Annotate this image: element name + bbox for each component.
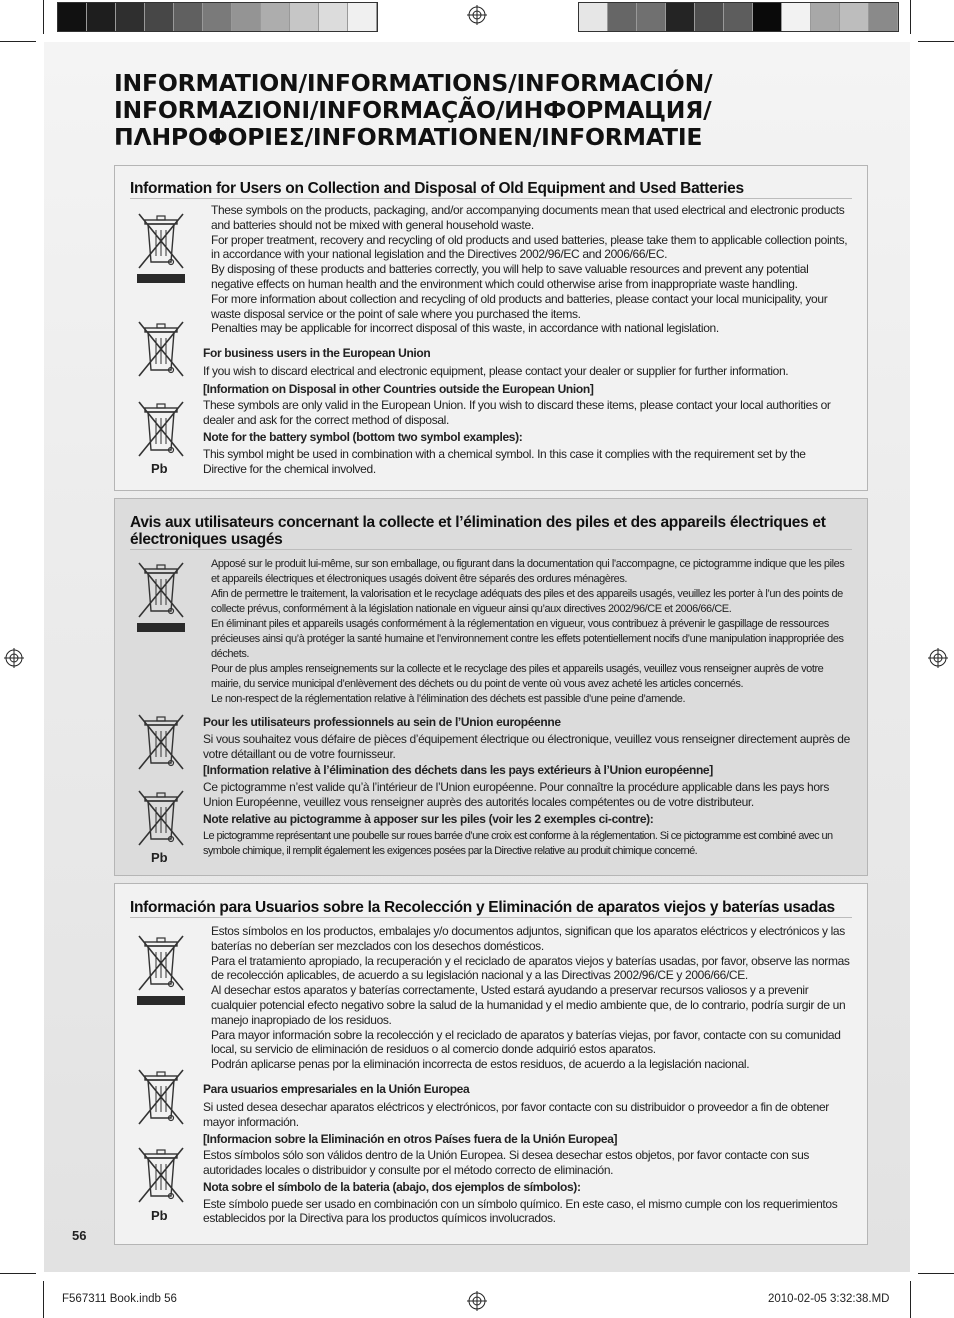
section-title: Información para Usuarios sobre la Recolección y Eliminación de aparatos viejos y baterías usadas bbox=[130, 899, 852, 918]
color-swatch bbox=[145, 3, 174, 31]
lead-symbol-label: Pb bbox=[151, 850, 168, 865]
subheading: Pour les utilisateurs professionnels au sein de l’Union européenne bbox=[203, 715, 561, 729]
paragraph: Le pictogramme représentant une poubelle sur roues barrée d’une croix est conforme à la réglementation. Si ce pictogramme est combiné avec un symbole chimique, il remplit également les exigences posées par la Directive relative au produit chimique concerné. bbox=[203, 829, 833, 857]
page-title-line: INFORMATION/INFORMATIONS/INFORMACIÓN/ bbox=[114, 69, 713, 97]
paragraph: These symbols on the products, packaging, and/or accompanying documents mean that used electrical and electronic products and batteries should not be mixed with general household waste. bbox=[211, 203, 845, 232]
crossed-out-wheelie-bin-icon bbox=[133, 398, 189, 462]
paragraph: Apposé sur le produit lui-même, sur son emballage, ou figurant dans la documentation qui l’accompagne, ce pictogramme indique que les piles et appareils électriques et électroniques usagés doivent être séparés des ordures ménagères. bbox=[211, 558, 845, 585]
crop-mark bbox=[0, 1273, 36, 1274]
page-number: 56 bbox=[72, 1228, 87, 1243]
color-swatch bbox=[203, 3, 232, 31]
color-swatch bbox=[261, 3, 290, 31]
color-swatch bbox=[290, 3, 319, 31]
color-swatch bbox=[666, 3, 695, 31]
paragraph: Estos símbolos sólo son válidos dentro de la Unión Europea. Si desea desechar estos objetos, por favor contacte con sus autoridades locales o distribuidor y consulte por el método correcto de eliminación. bbox=[203, 1148, 810, 1177]
business-users-block bbox=[203, 1082, 851, 1226]
page-title bbox=[114, 70, 834, 151]
business-users-block bbox=[203, 715, 851, 859]
color-swatch bbox=[116, 3, 145, 31]
crop-mark bbox=[910, 0, 911, 34]
color-swatch bbox=[58, 3, 87, 31]
paragraph: Para el tratamiento apropiado, la recuperación y el reciclado de aparatos viejos y baterías usadas, por favor, observe las normas de recolección aplicables, de acuerdo a su legislación nacional y a las Directivas 2002/96/CE y 2006/66/CE. bbox=[211, 953, 850, 983]
crossed-out-wheelie-bin-with-bar-icon bbox=[133, 210, 189, 274]
crop-mark bbox=[910, 1281, 911, 1318]
crop-mark bbox=[43, 1281, 44, 1318]
section-body bbox=[211, 924, 851, 1072]
color-calibration-bar-right bbox=[578, 2, 899, 32]
paragraph: Ce pictogramme n’est valide qu’à l’intérieur de l’Union européenne. Pour connaître la procédure applicable dans les pays hors Union Européenne, veuillez vous renseigner auprès des autorités locales compétentes ou de votre distributeur. bbox=[203, 780, 829, 809]
section-body bbox=[211, 203, 851, 336]
crop-mark bbox=[43, 0, 44, 34]
crossed-out-wheelie-bin-icon bbox=[133, 1144, 189, 1208]
paragraph: Podrán aplicarse penas por la eliminación incorrecta de estos residuos, de acuerdo a la legislación nacional. bbox=[211, 1057, 750, 1072]
paragraph: Le non-respect de la réglementation relative à l’élimination des déchets est passible d’une peine d’amende. bbox=[211, 693, 686, 705]
crop-mark bbox=[0, 41, 36, 42]
color-swatch bbox=[811, 3, 840, 31]
paragraph: If you wish to discard electrical and electronic equipment, please contact your dealer or supplier for further information. bbox=[203, 363, 789, 378]
color-swatch bbox=[724, 3, 753, 31]
color-swatch bbox=[840, 3, 869, 31]
color-swatch bbox=[753, 3, 782, 31]
crossed-out-wheelie-bin-icon bbox=[133, 1066, 189, 1130]
lead-symbol-label: Pb bbox=[151, 461, 168, 476]
paragraph: Este símbolo puede ser usado en combinación con un símbolo químico. En este caso, el mismo cumple con los requerimientos establecidos por la Directiva para los productos químicos involucrados. bbox=[203, 1196, 838, 1226]
section-spanish bbox=[114, 883, 868, 1245]
crossed-out-wheelie-bin-icon bbox=[133, 318, 189, 382]
paragraph: These symbols are only valid in the European Union. If you wish to discard these items, please contact your local authorities or dealer and ask for the correct method of disposal. bbox=[203, 398, 831, 428]
subheading: [Information relative à l’élimination des déchets dans les pays extérieurs à l’Union européenne] bbox=[203, 763, 713, 778]
color-calibration-bar-left bbox=[57, 2, 378, 32]
color-swatch bbox=[608, 3, 637, 31]
subheading: For business users in the European Union bbox=[203, 346, 431, 360]
paragraph: Estos símbolos en los productos, embalajes y/o documentos adjuntos, significan que los aparatos eléctricos y electrónicos y las baterías no deberían ser mezclados con los desechos domésticos. bbox=[211, 924, 845, 953]
paragraph: By disposing of these products and batteries correctly, you will help to save valuable resources and prevent any potential negative effects on human health and the environment which could otherwise arise from inappropriate waste handling. bbox=[211, 262, 809, 291]
section-body bbox=[211, 557, 851, 707]
section-title: Avis aux utilisateurs concernant la collecte et l’élimination des piles et des appareils électriques et électroniques usagés bbox=[130, 514, 852, 550]
crop-mark bbox=[918, 1273, 954, 1274]
paragraph: En éliminant piles et appareils usagés conformément à la réglementation en vigueur, vous contribuez à prévenir le gaspillage de ressources précieuses ainsi qu’à protéger la santé humaine et l’environnement contre les effets potentiellement nocifs d’une manipulation inappropriée des déchets. bbox=[211, 618, 844, 660]
subheading: Para usuarios empresariales en la Unión Europea bbox=[203, 1082, 470, 1096]
section-french bbox=[114, 498, 868, 876]
footer-file-info: F567311 Book.indb 56 bbox=[62, 1293, 177, 1305]
color-swatch bbox=[782, 3, 811, 31]
registration-mark-icon bbox=[467, 5, 487, 25]
color-swatch bbox=[637, 3, 666, 31]
paragraph: Si usted desea desechar aparatos eléctricos y electrónicos, por favor contacte con su distribuidor o proveedor a fin de obtener mayor información. bbox=[203, 1099, 829, 1129]
paragraph: For proper treatment, recovery and recycling of old products and used batteries, please take them to applicable collection points, in accordance with your national legislation and the Directives 2002/96/EC and 2006/66/EC. bbox=[211, 232, 848, 262]
registration-mark-icon bbox=[928, 648, 948, 668]
paragraph: Afin de permettre le traitement, la valorisation et le recyclage adéquats des piles et des appareils usagés, veuillez les porter à l’un des points de collecte prévus, conformément à la législation nationale en vigueur ainsi qu’aux directives 2002/96/CE et 2006/66/CE. bbox=[211, 588, 843, 615]
crossed-out-wheelie-bin-with-bar-icon bbox=[133, 932, 189, 996]
paragraph: Para mayor información sobre la recolección y el reciclado de aparatos y baterías viejas, por favor, contacte con su comunidad local, su servicio de eliminación de residuos o al comercio donde adquirió estos aparatos. bbox=[211, 1027, 841, 1057]
color-swatch bbox=[869, 3, 898, 31]
paragraph: Al desechar estos aparatos y baterías correctamente, Usted estará ayudando a preservar recursos valiosos y a prevenir cualquier potencial efecto negativo sobre la salud de la humanidad y el medio ambiente que, de lo contrario, podría surgir de un manejo inapropiado de los residuos. bbox=[211, 983, 846, 1027]
lead-symbol-label: Pb bbox=[151, 1208, 168, 1223]
color-swatch bbox=[695, 3, 724, 31]
business-users-block bbox=[203, 346, 851, 476]
color-swatch bbox=[579, 3, 608, 31]
color-swatch bbox=[232, 3, 261, 31]
crossed-out-wheelie-bin-with-bar-icon bbox=[133, 559, 189, 623]
page-title-line: ΠΛΗΡΟΦΟΡΙΕΣ/INFORMATIONEN/INFORMATIE bbox=[114, 123, 703, 151]
section-title: Information for Users on Collection and Disposal of Old Equipment and Used Batteries bbox=[130, 180, 852, 199]
crossed-out-wheelie-bin-icon bbox=[133, 787, 189, 851]
page-title-line: INFORMAZIONI/INFORMAÇÃO/ИНФОРМАЦИЯ/ bbox=[114, 96, 712, 124]
paragraph: This symbol might be used in combination with a chemical symbol. In this case it complies with the requirement set by the Directive for the chemical involved. bbox=[203, 446, 806, 476]
color-swatch bbox=[87, 3, 116, 31]
section-english bbox=[114, 165, 868, 491]
subheading: Nota sobre el símbolo de la bateria (abajo, dos ejemplos de símbolos): bbox=[203, 1179, 581, 1194]
paragraph: For more information about collection and recycling of old products and batteries, please contact your local municipality, your waste disposal service or the point of sale where you purchased the items. bbox=[211, 291, 828, 321]
color-swatch bbox=[319, 3, 348, 31]
registration-mark-icon bbox=[467, 1291, 487, 1311]
color-swatch bbox=[174, 3, 203, 31]
paragraph: Si vous souhaitez vous défaire de pièces d’équipement électrique ou électronique, veuillez vous renseigner directement auprès de votre détaillant ou de votre fournisseur. bbox=[203, 731, 850, 761]
subheading: Note relative au pictogramme à apposer sur les piles (voir les 2 exemples ci-contre): bbox=[203, 811, 654, 826]
footer-timestamp: 2010-02-05 3:32:38.MD bbox=[768, 1293, 890, 1305]
subheading: [Informacion sobre la Eliminación en otros Países fuera de la Unión Europea] bbox=[203, 1132, 618, 1147]
crop-mark bbox=[918, 41, 954, 42]
crossed-out-wheelie-bin-icon bbox=[133, 711, 189, 775]
registration-mark-icon bbox=[4, 648, 24, 668]
color-swatch bbox=[348, 3, 377, 31]
subheading: Note for the battery symbol (bottom two symbol examples): bbox=[203, 429, 523, 444]
paragraph: Penalties may be applicable for incorrect disposal of this waste, in accordance with national legislation. bbox=[211, 321, 719, 336]
subheading: [Information on Disposal in other Countries outside the European Union] bbox=[203, 381, 594, 396]
paragraph: Pour de plus amples renseignements sur la collecte et le recyclage des piles et appareils usagés, veuillez vous renseigner auprès de votre mairie, du service municipal d’enlèvement des déchets ou du point de vente où vous avez acheté les articles concernés. bbox=[211, 663, 824, 690]
